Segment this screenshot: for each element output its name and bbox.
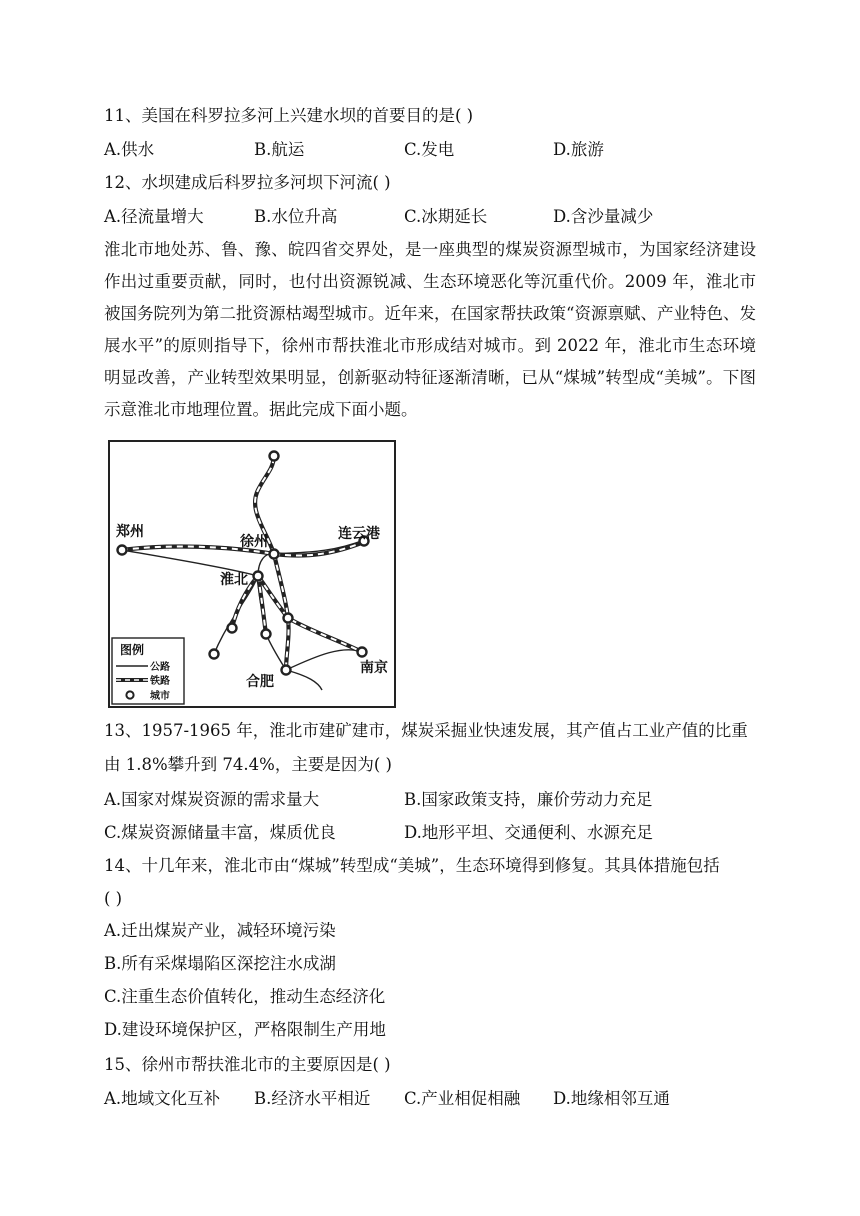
legend-city-symbol xyxy=(126,691,133,698)
map-svg xyxy=(108,440,396,708)
q12-option-c: C.冰期延长 xyxy=(404,207,488,226)
city-marker-mid xyxy=(284,614,293,623)
q15-stem: 15、徐州市帮扶淮北市的主要原因是( ) xyxy=(104,1055,391,1074)
q15-option-d: D.地缘相邻互通 xyxy=(553,1089,670,1108)
city-label-lianyungang: 连云港 xyxy=(338,526,380,542)
q13-option-d: D.地形平坦、交通便利、水源充足 xyxy=(404,823,653,842)
huaibei-location-map xyxy=(108,440,396,708)
q14-stem-line1: 14、十几年来，淮北市由“煤城”转型成“美城”，生态环境得到修复。其具体措施包括 xyxy=(104,856,720,875)
q13-stem-line2: 由 1.8%攀升到 74.4%，主要是因为( ) xyxy=(104,755,392,774)
q13-option-c: C.煤炭资源储量丰富，煤质优良 xyxy=(104,823,336,842)
q11-option-c: C.发电 xyxy=(404,140,455,159)
passage: 淮北市地处苏、鲁、豫、皖四省交界处，是一座典型的煤炭资源型城市，为国家经济建设作出过重要贡献，同时，也付出资源锐减、生态环境恶化等沉重代价。2009 年，淮北市被国务院列为第二批资源枯竭型城市。近年来，在国家帮扶政策“资源禀赋、产业特色、发展水平”的原则指导下，徐州市帮扶淮北市形成结对城市。到 2022 年，淮北市生态环境明显改善，产业转型效果明显，创新驱动特征逐渐清晰，已从“煤城”转型成“美城”。下图示意淮北市地理位置。据此完成下面小题。 xyxy=(104,240,756,419)
city-marker-huaibei xyxy=(254,572,263,581)
legend-rail-label: 铁路 xyxy=(150,676,170,687)
map-legend xyxy=(112,638,184,704)
city-marker-zhengzhou xyxy=(118,546,127,555)
q14-option-c: C.注重生态价值转化，推动生态经济化 xyxy=(104,987,386,1006)
q15-option-a: A.地域文化互补 xyxy=(104,1089,221,1108)
q13-option-a: A.国家对煤炭资源的需求量大 xyxy=(104,790,320,809)
city-marker-xuzhou xyxy=(270,550,279,559)
q11-option-d: D.旅游 xyxy=(553,140,604,159)
city-marker-south xyxy=(262,630,271,639)
q15-option-c: C.产业相促相融 xyxy=(404,1089,521,1108)
city-label-hefei: 合肥 xyxy=(246,674,274,690)
q14-option-b: B.所有采煤塌陷区深挖注水成湖 xyxy=(104,954,336,973)
q14-option-d: D.建设环境保护区，严格限制生产用地 xyxy=(104,1020,386,1039)
city-label-nanjing: 南京 xyxy=(360,660,388,676)
q12-stem: 12、水坝建成后科罗拉多河坝下河流( ) xyxy=(104,173,391,192)
q14-stem-line2: ( ) xyxy=(104,889,123,908)
q11-stem: 11、美国在科罗拉多河上兴建水坝的首要目的是( ) xyxy=(104,106,474,125)
city-marker-sw1 xyxy=(228,624,237,633)
city-label-xuzhou: 徐州 xyxy=(240,534,268,550)
q14-option-a: A.迁出煤炭产业，减轻环境污染 xyxy=(104,921,336,940)
q12-option-a: A.径流量增大 xyxy=(104,207,204,226)
legend-city-label: 城市 xyxy=(150,691,170,702)
city-label-huaibei: 淮北 xyxy=(220,572,248,588)
q12-option-b: B.水位升高 xyxy=(254,207,338,226)
legend-road-label: 公路 xyxy=(150,662,170,673)
q15-option-b: B.经济水平相近 xyxy=(254,1089,371,1108)
q13-option-b: B.国家政策支持，廉价劳动力充足 xyxy=(404,790,653,809)
q12-option-d: D.含沙量减少 xyxy=(553,207,654,226)
q11-option-b: B.航运 xyxy=(254,140,305,159)
city-label-zhengzhou: 郑州 xyxy=(116,524,144,540)
city-marker-north xyxy=(270,452,279,461)
q13-stem-line1: 13、1957-1965 年，淮北市建矿建市，煤炭采掘业快速发展，其产值占工业产值的比重 xyxy=(104,721,748,740)
q11-option-a: A.供水 xyxy=(104,140,155,159)
legend-title: 图例 xyxy=(120,643,145,657)
city-marker-nanjing xyxy=(358,648,367,657)
city-marker-sw2 xyxy=(210,650,219,659)
city-marker-hefei xyxy=(282,666,291,675)
